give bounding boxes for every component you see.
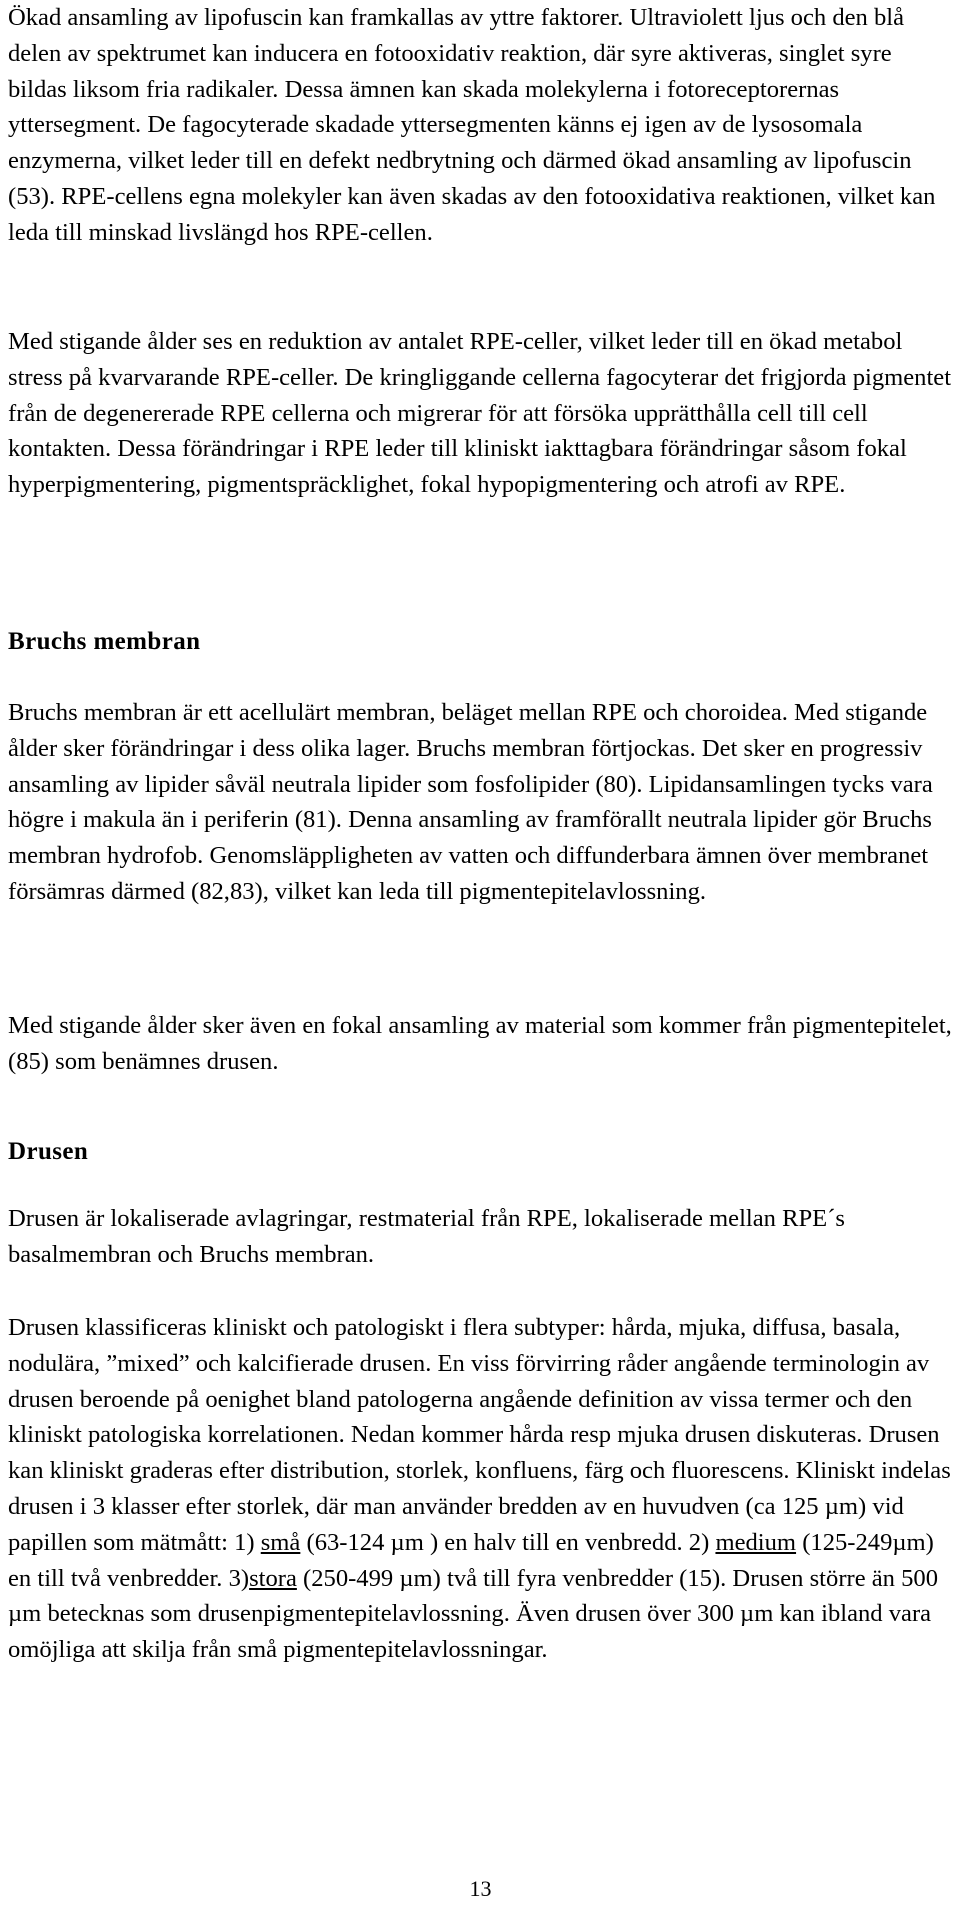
size-class-large: stora xyxy=(249,1564,297,1592)
section-heading-bruchs-membran: Bruchs membran xyxy=(8,628,201,655)
paragraph-drusen-classification xyxy=(8,1310,953,1668)
classification-text-1: Drusen klassificeras kliniskt och patologiskt i flera subtyper: hårda, mjuka, diffusa, basala, nodulära, ”mixed” och kalcifierade drusen. En viss förvirring råder angående terminologin av drusen beroende på oenighet bland patologerna angående definition av vissa termer och den kliniskt patologiska korrelationen. Nedan kommer hårda resp mjuka drusen diskuteras. Drusen kan kliniskt graderas efter distribution, storlek, konfluens, färg och fluorescens. Kliniskt indelas drusen i 3 klasser efter storlek, där man använder bredden av en huvudven (ca 125 µm) vid papillen som mätmått: 1) xyxy=(8,1314,951,1556)
classification-text-4: (250-499 µm) två till fyra venbredder (15). Drusen större än 500 µm betecknas som drusenpigmentepitelavlossning. Även drusen över 300 µm kan ibland vara omöjliga att skilja från små pigmentepitelavlossningar. xyxy=(8,1564,939,1664)
paragraph-lipofuscin-light: Ökad ansamling av lipofuscin kan framkallas av yttre faktorer. Ultraviolett ljus och den blå delen av spektrumet kan inducera en fotooxidativ reaktion, där syre aktiveras, singlet syre bildas liksom fria radikaler. Dessa ämnen kan skada molekylerna i fotoreceptorernas yttersegment. De fagocyterade skadade yttersegmenten känns ej igen av de lysosomala enzymerna, vilket leder till en defekt nedbrytning och därmed ökad ansamling av lipofuscin (53). RPE-cellens egna molekyler kan även skadas av den fotooxidativa reaktionen, vilket kan leda till minskad livslängd hos RPE-cellen. xyxy=(8,4,936,246)
section-heading-drusen: Drusen xyxy=(8,1138,89,1165)
classification-text-3: (125-249µm) en till två venbredder. 3) xyxy=(8,1528,934,1592)
page-number: 13 xyxy=(469,1876,492,1901)
size-class-small: små xyxy=(260,1528,301,1556)
paragraph-drusen-definition: Drusen är lokaliserade avlagringar, restmaterial från RPE, lokaliserade mellan RPE´s basalmembran och Bruchs membran. xyxy=(8,1205,845,1268)
classification-text-2: (63-124 µm ) en halv till en venbredd. 2) xyxy=(300,1528,716,1556)
paragraph-bruchs-membran: Bruchs membran är ett acellulärt membran, beläget mellan RPE och choroidea. Med stigande ålder sker förändringar i dess olika lager. Bruchs membran förtjockas. Det sker en progressiv ansamling av lipider såväl neutrala lipider som fosfolipider (80). Lipidansamlingen tycks vara högre i makula än i periferin (81). Denna ansamling av framförallt neutrala lipider gör Bruchs membran hydrofob. Genomsläppligheten av vatten och diffunderbara ämnen över membranet försämras därmed (82,83), vilket kan leda till pigmentepitelavlossning. xyxy=(8,699,933,905)
paragraph-focal-accumulation: Med stigande ålder sker även en fokal ansamling av material som kommer från pigmentepitelet, (85) som benämnes drusen. xyxy=(8,1012,952,1075)
size-class-medium: medium xyxy=(715,1528,797,1556)
paragraph-rpe-reduction: Med stigande ålder ses en reduktion av antalet RPE-celler, vilket leder till en ökad metabol stress på kvarvarande RPE-celler. De kringliggande cellerna fagocyterar det frigjorda pigmentet från de degenererade RPE cellerna och migrerar för att försöka upprätthålla cell till cell kontakten. Dessa förändringar i RPE leder till kliniskt iakttagbara förändringar såsom fokal hyperpigmentering, pigmentspräcklighet, fokal hypopigmentering och atrofi av RPE. xyxy=(8,328,952,499)
